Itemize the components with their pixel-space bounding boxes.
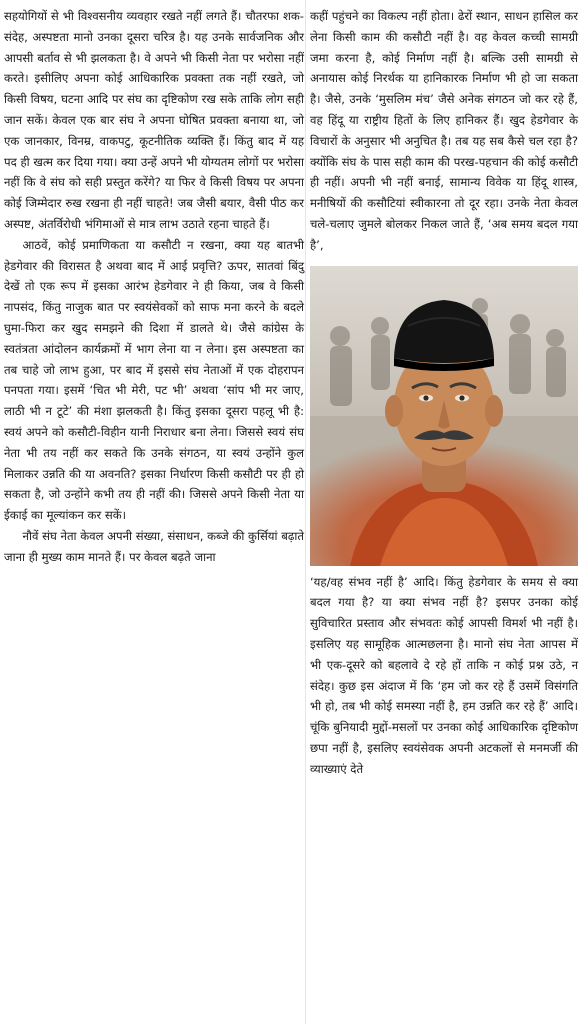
portrait-photo — [310, 266, 578, 566]
paragraph: नौवें संघ नेता केवल अपनी संख्या, संसाधन, कब्जे की कुर्सियां बढ़ाते जाना ही मुख्य काम मानते हैं। पर केवल बढ़ते जाना — [4, 528, 304, 564]
paragraph: कहीं पहुंचने का विकल्प नहीं होता। ढेरों स्थान, साधन हासिल कर लेना किसी काम की कसौटी नहीं है। वह केवल कच्ची सामग्री जमा करना है, कोई निर्माण नहीं है। बल्कि उसी सामग्री से अनायास कोई निरर्थक या हानिकारक निर्माण भी हो जा सकता है। जैसे, उनके ‘मुसलिम मंच’ जैसे अनेक संगठन जो कर रहे हैं, वह हिंदू या राष्ट्रीय हितों के लिए हानिकर हैं। खुद हेडगेवार के विचारों के अनुसार भी अनुचित है। तब यह सब कैसे चल रहा है? क्योंकि संघ के पास सही काम की परख-पहचान की कोई कसौटी ही नहीं। अपनी भी नहीं बनाई, सामान्य विवेक या हिंदू शास्त्र, मनीषियों की कसौटियां स्वीकारना तो दूर रहा। उनके नेता केवल चले-चलाए जुमले बोलकर निकल जाते हैं, ‘अब समय बदल गया है’, — [310, 9, 578, 252]
left-column — [4, 6, 304, 568]
portrait-photo-icon — [310, 266, 578, 566]
right-column — [310, 6, 578, 780]
paragraph: आठवें, कोई प्रमाणिकता या कसौटी न रखना, क्या यह बातभी हेडगेवार की विरासत है अथवा बाद में आई प्रवृत्ति? ऊपर, सातवां बिंदु देखें तो एक रूप में इसका आरंभ हेडगेवार ने ही किया, जब वे किसी नापसंद, किंतु नाजुक बात पर स्वयंसेवकों को साफ मना करने के बदले घुमा-फिरा कर खुद समझने की दिशा में डालते थे। जैसे कांग्रेस के स्वतंत्रता आंदोलन कार्यक्रमों में भाग लेना या न लेना। इस अस्पष्टता का तब चाहे जो लाभ हुआ, पर बाद में इससे संघ नेताओं में एक दोहरापन पनपता गया। इसमें ‘चित भी मेरी, पट भी’ अथवा ‘सांप भी मर जाए, लाठी भी न टूटे’ की मंशा झलकती है। किंतु इसका दूसरा पहलू भी है: स्वयं अपने को कसौटी-विहीन यानी निराधार बना लेना। जिससे स्वयं संघ नेता भी तय नहीं कर सकते कि उनके संगठन, या स्वयं उन्होंने कुल मिलाकर उन्नति की या अवनति? इसका निर्धारण किसी कसौटी पर ही हो सकता है, जो उन्होंने कभी तय ही नहीं की। जिससे अपने किसी नेता या ईकाई का मूल्यांकन कर सकें। — [4, 237, 304, 523]
paragraph: सहयोगियों से भी विश्वसनीय व्यवहार रखते नहीं लगते हैं। चौतरफा शक-संदेह, अस्पष्टता मानो उनका दूसरा चरित्र है। यह उनके सार्वजनिक और आपसी बर्ताव से भी झलकता है। वे अपने भी किसी नेता पर भरोसा नहीं करते। इसीलिए अपना कोई आधिकारिक प्रवक्ता तक नहीं रखते, जो किसी विषय, घटना आदि पर संघ का दृष्टिकोण रख सके ताकि लोग सही जान सकें। केवल एक बार संघ ने अपना घोषित प्रवक्ता बनाया था, जो एक जानकार, विनम्र, वाकपटु, कूटनीतिक व्यक्ति हैं। किंतु बाद में यह पद ही खत्म कर दिया गया। क्या उन्हें अपने भी योग्यतम लोगों पर भरोसा नहीं कि वे संघ को सही प्रस्तुत करेंगे? या फिर वे किसी विषय पर अपना कोई जिम्मेदार रुख रखना ही नहीं चाहते! जब जैसी बयार, वैसी पीठ कर अस्पष्ट, अंतर्विरोधी भंगिमाओं से मात्र लाभ उठाते रहना चाहते हैं। — [4, 9, 304, 231]
paragraph: ‘यह/वह संभव नहीं है’ आदि। किंतु हेडगेवार के समय से क्या बदल गया है? या क्या संभव नहीं है? इसपर उनका कोई सुविचारित प्रस्ताव और संभवतः कोई आपसी विमर्श भी नहीं है। इसलिए यह सामूहिक आत्मछलना है। मानो संघ नेता आपस में भी एक-दूसरे को बहलावे दे रहे हों ताकि न कोई प्रश्न उठे, न संदेह। कुछ इस अंदाज में कि ‘हम जो कर रहे हैं उसमें विसंगति भी हो, तब भी कोई समस्या नहीं है, हम उन्नति कर रहे हैं’ आदि। चूंकि बुनियादी मुद्दों-मसलों पर उनका कोई आधिकारिक दृष्टिकोण छपा नहीं है, इसलिए स्वयंसेवक अपनी अटकलों से मनमर्जी की व्याख्याएं देते — [310, 574, 578, 776]
column-divider — [305, 0, 306, 1024]
